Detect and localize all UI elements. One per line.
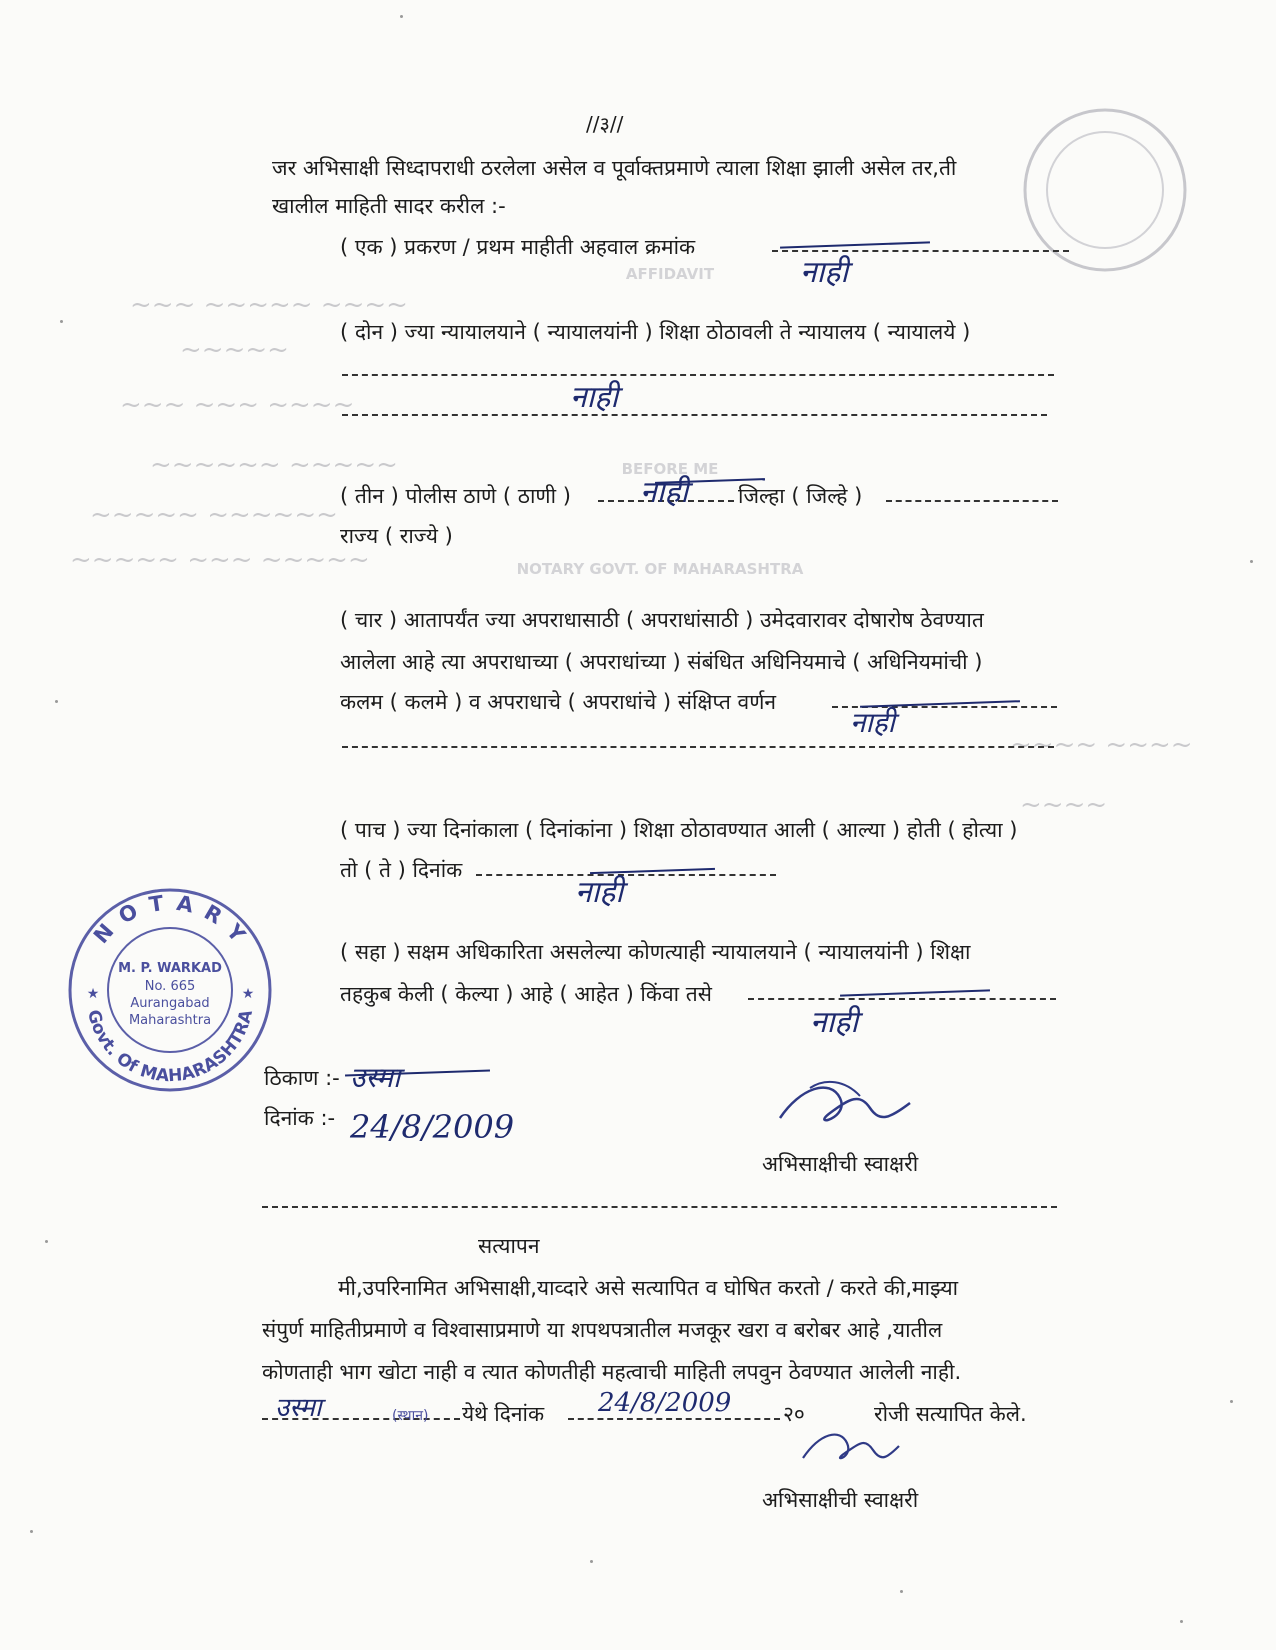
show-through-text: ~~~~~ ~~~~~~ bbox=[90, 500, 338, 530]
item-char-line-3: कलम ( कलमे ) व अपराधाचे ( अपराधांचे ) संक्षिप्त वर्णन bbox=[340, 690, 777, 714]
item-teen-part2: जिल्हा ( जिल्हे ) bbox=[738, 484, 863, 508]
svg-text:★: ★ bbox=[86, 986, 100, 1002]
paper-speck bbox=[55, 700, 58, 703]
handwritten-date: 24/8/2009 bbox=[350, 1108, 515, 1146]
blank-line bbox=[886, 500, 1058, 502]
item-teen-line2: राज्य ( राज्ये ) bbox=[340, 524, 453, 548]
show-through-stamp: AFFIDAVIT bbox=[625, 265, 715, 283]
strike-line bbox=[780, 241, 930, 248]
blank-line bbox=[342, 414, 1047, 416]
paper-speck bbox=[1230, 1400, 1233, 1403]
stamp-number: No. 665 bbox=[144, 979, 196, 994]
stamp-name: M. P. WARKAD bbox=[118, 961, 222, 976]
signature-scribble bbox=[795, 1418, 905, 1473]
notary-stamp bbox=[65, 880, 275, 1095]
handwritten-nahi: नाही bbox=[850, 706, 895, 739]
place-label: ठिकाण :- bbox=[264, 1066, 340, 1090]
verification-line-3: कोणताही भाग खोटा नाही व त्यात कोणतीही महत्वाची माहिती लपवुन ठेवण्यात आलेली नाही. bbox=[262, 1360, 962, 1384]
svg-text:★: ★ bbox=[241, 986, 255, 1002]
show-through-text: ~~~~ bbox=[1020, 790, 1108, 820]
item-pach-line-1: ( पाच ) ज्या दिनांकाला ( दिनांकांना ) शिक्षा ठोठावण्यात आली ( आल्या ) होती ( होत्या ) bbox=[340, 818, 1018, 842]
svg-text:N O T A R Y bbox=[89, 891, 251, 948]
blank-line bbox=[476, 874, 776, 876]
show-through-text: ~~~ ~~~ ~~~~ bbox=[120, 390, 355, 420]
stamp-state: Maharashtra bbox=[128, 1013, 212, 1028]
handwritten-nahi: नाही bbox=[800, 255, 849, 290]
show-through-text: ~~~~~~ ~~~~~ bbox=[150, 450, 398, 480]
handwritten-place: उस्मा bbox=[275, 1393, 322, 1423]
show-through-text: ~~~~ ~~~~ bbox=[1010, 730, 1193, 760]
paper-speck bbox=[900, 1590, 903, 1593]
intro-line-2: खालील माहिती सादर करील :- bbox=[272, 194, 506, 218]
blank-line bbox=[342, 746, 1054, 748]
date-label: दिनांक :- bbox=[264, 1106, 336, 1130]
paper-speck bbox=[60, 320, 63, 323]
verification-line-4-a: येथे दिनांक bbox=[462, 1402, 545, 1426]
handwritten-nahi: नाही bbox=[640, 475, 689, 510]
place-note: (स्थान) bbox=[392, 1408, 429, 1424]
item-pach-line-2: तो ( ते ) दिनांक bbox=[340, 858, 463, 882]
paper-speck bbox=[30, 1530, 33, 1533]
item-teen-part1: ( तीन ) पोलीस ठाणे ( ठाणी ) bbox=[340, 484, 571, 508]
signature-scribble bbox=[770, 1068, 920, 1138]
handwritten-nahi: नाही bbox=[575, 875, 624, 910]
paper-speck bbox=[1250, 560, 1253, 563]
intro-line-1: जर अभिसाक्षी सिध्दापराधी ठरलेला असेल व पूर्वाक्तप्रमाणे त्याला शिक्षा झाली असेल तर,ती bbox=[272, 156, 957, 180]
verification-heading: सत्यापन bbox=[478, 1234, 540, 1258]
show-through-text: ~~~ ~~~~~ ~~~~ bbox=[130, 290, 408, 320]
show-through-stamp: BEFORE ME bbox=[621, 460, 719, 478]
handwritten-nahi: नाही bbox=[570, 380, 619, 415]
paper-speck bbox=[1180, 1620, 1183, 1623]
signature-label: अभिसाक्षीची स्वाक्षरी bbox=[762, 1152, 919, 1176]
item-ek: ( एक ) प्रकरण / प्रथम माहीती अहवाल क्रमांक bbox=[340, 235, 696, 259]
item-don: ( दोन ) ज्या न्यायालयाने ( न्यायालयांनी ) शिक्षा ठोठावली ते न्यायालय ( न्यायालये ) bbox=[340, 320, 971, 344]
stamp-arc-bottom: Govt. Of MAHARASHTRA bbox=[82, 1007, 258, 1087]
blank-line bbox=[748, 998, 1056, 1000]
handwritten-nahi: नाही bbox=[810, 1005, 859, 1040]
stamp-city: Aurangabad bbox=[130, 996, 210, 1011]
blank-line bbox=[568, 1418, 780, 1420]
show-through-text: ~~~~~ bbox=[180, 335, 289, 365]
paper-speck bbox=[45, 1240, 48, 1243]
strike-line bbox=[840, 989, 990, 996]
handwritten-date: 24/8/2009 bbox=[598, 1388, 732, 1418]
item-char-line-2: आलेला आहे त्या अपराधाच्या ( अपराधांच्या ) संबंधित अधिनियमाचे ( अधिनियमांची ) bbox=[340, 650, 983, 674]
verification-line-2: संपुर्ण माहितीप्रमाणे व विश्वासाप्रमाणे या शपथपत्रातील मजकूर खरा व बरोबर आहे ,यातील bbox=[262, 1318, 943, 1342]
show-through-text: ~~~~~ ~~~ ~~~~~ bbox=[70, 545, 370, 575]
paper-speck bbox=[400, 15, 403, 18]
verification-line-4-c: रोजी सत्यापित केले. bbox=[874, 1402, 1027, 1426]
separator-line bbox=[262, 1206, 1057, 1208]
verification-line-4-b: २० bbox=[783, 1402, 805, 1426]
stamp-arc-top: N O T A R Y bbox=[88, 890, 252, 949]
paper-speck bbox=[590, 1560, 593, 1563]
page-number: //३// bbox=[586, 112, 624, 136]
item-char-line-1: ( चार ) आतापर्यंत ज्या अपराधासाठी ( अपराधांसाठी ) उमेदवारावर दोषारोष ठेवण्यात bbox=[340, 608, 984, 632]
signature-label: अभिसाक्षीची स्वाक्षरी bbox=[762, 1488, 919, 1512]
item-saha-line-1: ( सहा ) सक्षम अधिकारिता असलेल्या कोणत्याही न्यायालयाने ( न्यायालयांनी ) शिक्षा bbox=[340, 940, 971, 964]
faint-stamp-graphic bbox=[1010, 95, 1220, 295]
verification-line-1: मी,उपरिनामित अभिसाक्षी,याव्दारे असे सत्यापित व घोषित करतो / करते की,माझ्या bbox=[338, 1276, 959, 1300]
item-saha-line-2: तहकुब केली ( केल्या ) आहे ( आहेत ) किंवा तसे bbox=[340, 982, 712, 1006]
handwritten-place: उस्मा bbox=[350, 1061, 401, 1094]
show-through-stamp: NOTARY GOVT. OF MAHARASHTRA bbox=[516, 560, 804, 578]
blank-line bbox=[342, 374, 1054, 376]
